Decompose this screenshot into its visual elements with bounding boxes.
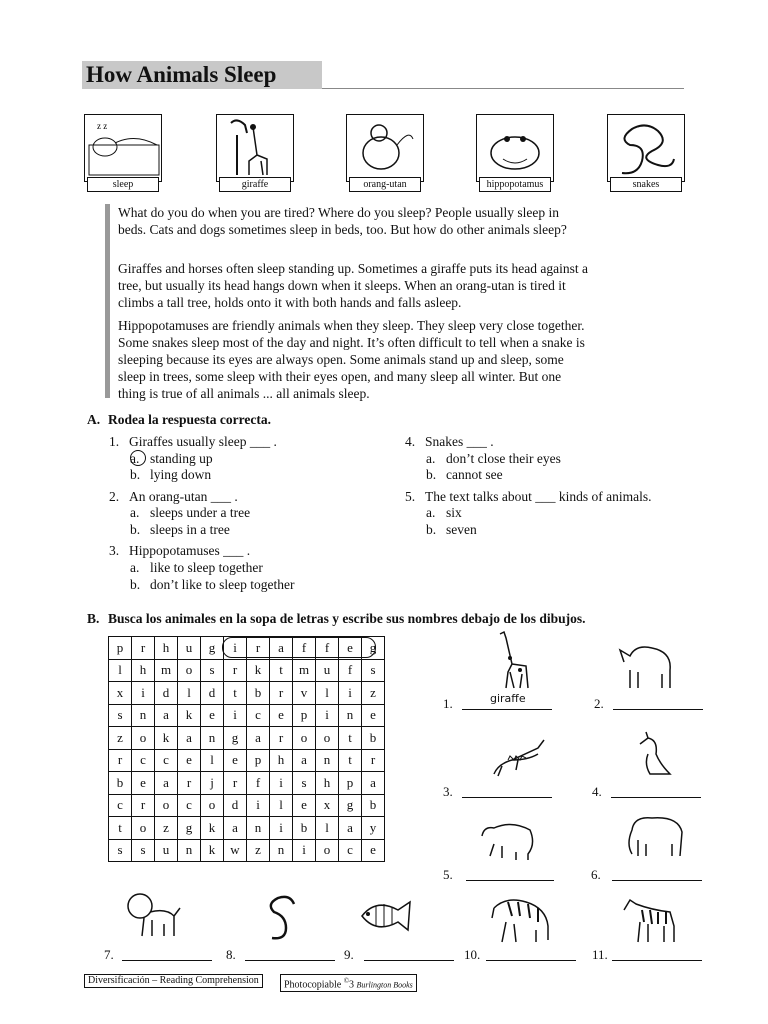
grid-cell[interactable]: s xyxy=(109,839,132,862)
option-letter-b[interactable]: b. xyxy=(130,467,141,482)
grid-cell[interactable]: b xyxy=(362,727,385,750)
grid-cell[interactable]: a xyxy=(155,772,178,795)
kangaroo-icon xyxy=(626,728,678,778)
grid-cell[interactable]: t xyxy=(224,682,247,705)
grid-cell[interactable]: t xyxy=(339,749,362,772)
grid-cell[interactable]: e xyxy=(270,704,293,727)
grid-cell[interactable]: r xyxy=(224,659,247,682)
section-a-heading: Rodea la respuesta correcta. xyxy=(108,412,271,427)
grid-cell[interactable]: a xyxy=(339,817,362,840)
grid-cell[interactable]: n xyxy=(247,817,270,840)
answer-line[interactable] xyxy=(612,879,702,881)
grid-cell[interactable]: m xyxy=(155,659,178,682)
question-number: 3. xyxy=(109,543,120,558)
crocodile-icon xyxy=(488,730,548,782)
picture-sleep xyxy=(84,114,162,182)
picture-label-giraffe: giraffe xyxy=(219,177,291,192)
grid-cell[interactable]: u xyxy=(155,839,178,862)
publisher-name: Burlington Books xyxy=(356,980,413,990)
reading-paragraph-1: What do you do when you are tired? Where do you sleep? People usually sleep in beds. Cats and dogs sometimes sleep in beds, too. But how do other animals sleep? xyxy=(118,205,567,237)
grid-cell[interactable]: y xyxy=(362,817,385,840)
rhinoceros-icon xyxy=(616,634,676,690)
picture-giraffe xyxy=(216,114,294,182)
snake-icon xyxy=(608,115,684,181)
grid-cell[interactable]: c xyxy=(339,839,362,862)
grid-cell[interactable]: f xyxy=(293,637,316,660)
reading-paragraph-2: Giraffes and horses often sleep standing up. Sometimes a giraffe puts its head against a tree, but usually its head hangs down when it sleeps. When an orang-utan is tired it climbs a tall tree, holds onto it with both hands and falls asleep. xyxy=(118,261,589,310)
giraffe-icon xyxy=(486,628,536,690)
grid-cell[interactable]: g xyxy=(339,794,362,817)
option-text-a[interactable]: don’t close their eyes xyxy=(446,451,561,466)
blank-number: 2. xyxy=(594,696,604,711)
grid-cell[interactable]: t xyxy=(109,817,132,840)
grid-cell[interactable]: h xyxy=(155,637,178,660)
grid-cell[interactable]: k xyxy=(155,727,178,750)
grid-cell[interactable]: a xyxy=(155,704,178,727)
grid-cell[interactable]: i xyxy=(270,772,293,795)
answer-line[interactable] xyxy=(122,959,212,961)
grid-cell[interactable]: s xyxy=(109,704,132,727)
grid-cell[interactable]: h xyxy=(132,659,155,682)
grid-cell[interactable]: f xyxy=(316,637,339,660)
option-letter-b[interactable]: b. xyxy=(426,522,437,537)
grid-row xyxy=(109,749,385,772)
grid-cell[interactable]: g xyxy=(201,637,224,660)
grid-cell[interactable]: n xyxy=(178,839,201,862)
grid-cell[interactable]: i xyxy=(247,794,270,817)
page-title: How Animals Sleep xyxy=(86,62,277,87)
grid-cell[interactable]: i xyxy=(270,817,293,840)
grid-cell[interactable]: s xyxy=(132,839,155,862)
grid-cell[interactable]: e xyxy=(339,637,362,660)
grid-cell[interactable]: i xyxy=(339,682,362,705)
grid-cell[interactable]: a xyxy=(224,817,247,840)
option-letter-b[interactable]: b. xyxy=(426,467,437,482)
grid-cell[interactable]: o xyxy=(293,727,316,750)
grid-cell[interactable]: p xyxy=(339,772,362,795)
reading-side-bar xyxy=(105,204,110,398)
grid-cell[interactable]: r xyxy=(178,772,201,795)
grid-cell[interactable]: j xyxy=(201,772,224,795)
grid-cell[interactable]: i xyxy=(224,704,247,727)
blank-number: 3. xyxy=(443,784,453,799)
answer-line[interactable] xyxy=(612,959,702,961)
grid-cell[interactable]: a xyxy=(270,637,293,660)
grid-cell[interactable]: d xyxy=(224,794,247,817)
grid-cell[interactable]: c xyxy=(247,704,270,727)
grid-cell[interactable]: b xyxy=(109,772,132,795)
word-search-grid xyxy=(108,636,385,862)
option-text-b[interactable]: lying down xyxy=(150,467,212,482)
copyright-symbol: © xyxy=(343,977,350,985)
answer-line[interactable] xyxy=(462,796,552,798)
grid-cell[interactable]: d xyxy=(201,682,224,705)
option-letter-b[interactable]: b. xyxy=(130,522,141,537)
question-text: Giraffes usually sleep ___ . xyxy=(129,434,277,449)
grid-cell[interactable]: m xyxy=(293,659,316,682)
grid-cell[interactable]: c xyxy=(178,794,201,817)
grid-cell[interactable]: r xyxy=(270,682,293,705)
grid-cell[interactable]: z xyxy=(155,817,178,840)
blank-number: 1. xyxy=(443,696,453,711)
grid-cell[interactable]: t xyxy=(270,659,293,682)
grid-cell[interactable]: s xyxy=(201,659,224,682)
grid-cell[interactable]: g xyxy=(224,727,247,750)
question-number: 1. xyxy=(109,434,120,449)
grid-cell[interactable]: l xyxy=(178,682,201,705)
grid-cell[interactable]: l xyxy=(316,817,339,840)
blank-number: 9. xyxy=(344,947,354,962)
answer-line[interactable] xyxy=(611,796,701,798)
grid-cell[interactable]: n xyxy=(270,839,293,862)
grid-cell[interactable]: t xyxy=(339,727,362,750)
grid-cell[interactable]: o xyxy=(155,794,178,817)
snake-icon xyxy=(262,890,306,942)
grid-cell[interactable]: f xyxy=(339,659,362,682)
grid-cell[interactable]: w xyxy=(224,839,247,862)
grid-cell[interactable]: f xyxy=(247,772,270,795)
grid-cell[interactable]: e xyxy=(362,704,385,727)
answer-line[interactable] xyxy=(486,959,576,961)
grid-cell[interactable]: p xyxy=(247,749,270,772)
grid-cell[interactable]: l xyxy=(316,682,339,705)
grid-cell[interactable]: r xyxy=(270,727,293,750)
animal-drawing-6 xyxy=(622,810,688,862)
option-letter-b[interactable]: b. xyxy=(130,577,141,592)
grid-cell[interactable]: c xyxy=(155,749,178,772)
grid-cell[interactable]: o xyxy=(201,794,224,817)
zebra-icon xyxy=(618,894,682,946)
hippopotamus-icon xyxy=(477,115,553,181)
blank-number: 10. xyxy=(464,947,481,962)
option-letter-a[interactable]: a. xyxy=(130,451,140,466)
footer-photocopiable: Photocopiable xyxy=(284,979,342,991)
animal-drawing-9 xyxy=(356,894,414,938)
picture-orang-utan xyxy=(346,114,424,182)
picture-label-orang-utan: orang-utan xyxy=(349,177,421,192)
grid-cell[interactable]: k xyxy=(201,839,224,862)
svg-text:z z: z z xyxy=(97,121,108,131)
grid-cell[interactable]: g xyxy=(178,817,201,840)
section-a-letter: A. xyxy=(87,412,101,427)
grid-cell[interactable]: i xyxy=(132,682,155,705)
grid-cell[interactable]: c xyxy=(132,749,155,772)
grid-cell[interactable]: a xyxy=(247,727,270,750)
option-text-b[interactable]: sleeps in a tree xyxy=(150,522,230,537)
lion-icon xyxy=(124,890,182,940)
grid-cell[interactable]: l xyxy=(109,659,132,682)
grid-cell[interactable]: r xyxy=(109,749,132,772)
grid-cell[interactable]: k xyxy=(201,817,224,840)
grid-row xyxy=(109,794,385,817)
grid-cell[interactable]: o xyxy=(178,659,201,682)
grid-cell[interactable]: o xyxy=(316,727,339,750)
grid-cell[interactable]: k xyxy=(247,659,270,682)
question-number: 4. xyxy=(405,434,416,449)
grid-cell[interactable]: n xyxy=(132,704,155,727)
section-b-heading: Busca los animales en la sopa de letras y escribe sus nombres debajo de los dibujos. xyxy=(108,611,586,626)
handwritten-answer: giraffe xyxy=(490,692,526,705)
tiger-icon xyxy=(486,890,554,946)
picture-label-snakes: snakes xyxy=(610,177,682,192)
grid-cell[interactable]: o xyxy=(132,727,155,750)
question-number: 5. xyxy=(405,489,416,504)
found-word-ring xyxy=(222,637,376,658)
question-text: An orang-utan ___ . xyxy=(129,489,238,504)
blank-number: 8. xyxy=(226,947,236,962)
grid-cell[interactable]: u xyxy=(316,659,339,682)
grid-cell[interactable]: r xyxy=(362,749,385,772)
footer-course: Diversificación – Reading Comprehension xyxy=(84,974,263,988)
question-text: The text talks about ___ kinds of animals. xyxy=(425,489,652,504)
grid-cell[interactable]: z xyxy=(109,727,132,750)
grid-cell[interactable]: s xyxy=(293,772,316,795)
footer-copyright xyxy=(280,974,417,992)
grid-cell[interactable]: l xyxy=(270,794,293,817)
grid-cell[interactable]: a xyxy=(293,749,316,772)
animal-drawing-4 xyxy=(626,728,678,778)
grid-cell[interactable]: b xyxy=(293,817,316,840)
grid-cell[interactable]: r xyxy=(132,794,155,817)
grid-cell[interactable]: n xyxy=(201,727,224,750)
grid-row xyxy=(109,682,385,705)
option-text-a[interactable]: sleeps under a tree xyxy=(150,505,251,520)
animal-drawing-2 xyxy=(616,634,676,690)
option-text-b[interactable]: cannot see xyxy=(446,467,503,482)
grid-cell[interactable]: n xyxy=(339,704,362,727)
grid-cell[interactable]: g xyxy=(362,637,385,660)
answer-line[interactable] xyxy=(364,959,454,961)
grid-cell[interactable]: r xyxy=(132,637,155,660)
bear-icon xyxy=(476,814,538,862)
animal-drawing-11 xyxy=(618,894,682,946)
grid-cell[interactable]: e xyxy=(362,839,385,862)
question-number: 2. xyxy=(109,489,120,504)
grid-cell[interactable]: o xyxy=(316,839,339,862)
answer-line[interactable] xyxy=(466,879,554,881)
grid-cell[interactable]: u xyxy=(178,637,201,660)
fish-icon xyxy=(356,894,414,938)
giraffe-icon xyxy=(217,115,293,181)
grid-row xyxy=(109,772,385,795)
grid-cell[interactable]: s xyxy=(362,659,385,682)
grid-cell[interactable]: v xyxy=(293,682,316,705)
answer-line[interactable] xyxy=(462,708,552,710)
grid-cell[interactable]: o xyxy=(132,817,155,840)
grid-cell[interactable]: i xyxy=(224,637,247,660)
blank-number: 5. xyxy=(443,867,453,882)
sleeping-person-icon xyxy=(85,115,161,181)
option-text-a[interactable]: six xyxy=(446,505,462,520)
blank-number: 6. xyxy=(591,867,601,882)
option-letter-a[interactable]: a. xyxy=(130,505,140,520)
option-text-b[interactable]: don’t like to sleep together xyxy=(150,577,295,592)
grid-cell[interactable]: p xyxy=(293,704,316,727)
grid-cell[interactable]: k xyxy=(178,704,201,727)
option-text-a[interactable]: like to sleep together xyxy=(150,560,263,575)
grid-cell[interactable]: h xyxy=(316,772,339,795)
grid-row xyxy=(109,839,385,862)
answer-line[interactable] xyxy=(613,708,703,710)
blank-number: 7. xyxy=(104,947,114,962)
picture-snakes xyxy=(607,114,685,182)
option-letter-a[interactable]: a. xyxy=(426,505,436,520)
grid-cell[interactable]: i xyxy=(293,839,316,862)
question-text: Snakes ___ . xyxy=(425,434,494,449)
picture-label-sleep: sleep xyxy=(87,177,159,192)
elephant-icon xyxy=(622,810,688,862)
orang-utan-icon xyxy=(347,115,423,181)
grid-cell[interactable]: c xyxy=(109,794,132,817)
grid-cell[interactable]: z xyxy=(247,839,270,862)
grid-row xyxy=(109,704,385,727)
question-text: Hippopotamuses ___ . xyxy=(129,543,251,558)
grid-cell[interactable]: b xyxy=(247,682,270,705)
grid-cell[interactable]: i xyxy=(316,704,339,727)
blank-number: 4. xyxy=(592,784,602,799)
option-text-b[interactable]: seven xyxy=(446,522,477,537)
grid-cell[interactable]: e xyxy=(201,704,224,727)
grid-cell[interactable]: r xyxy=(224,772,247,795)
grid-row xyxy=(109,727,385,750)
answer-line[interactable] xyxy=(245,959,335,961)
grid-row xyxy=(109,659,385,682)
option-text-a[interactable]: standing up xyxy=(150,451,213,466)
grid-cell[interactable]: e xyxy=(293,794,316,817)
grid-cell[interactable]: h xyxy=(270,749,293,772)
grid-cell[interactable]: z xyxy=(362,682,385,705)
grid-cell[interactable]: x xyxy=(316,794,339,817)
section-b-letter: B. xyxy=(87,611,100,626)
grid-cell[interactable]: d xyxy=(155,682,178,705)
grid-cell[interactable]: b xyxy=(362,794,385,817)
grid-cell[interactable]: p xyxy=(109,637,132,660)
reading-paragraph-3: Hippopotamuses are friendly animals when they sleep. They sleep very close together. Some snakes sleep most of the day and night. It’s often difficult to tell when a snake is sleeping because its eyes are always open. Some animals stand up and sleep, some sleep in trees, some sleep with their eyes open, and many sleep all winter. But one thing is true of all animals ... all animals sleep. xyxy=(118,318,585,401)
grid-cell[interactable]: r xyxy=(247,637,270,660)
option-letter-a[interactable]: a. xyxy=(130,560,140,575)
grid-cell[interactable]: a xyxy=(362,772,385,795)
animal-drawing-7 xyxy=(124,890,182,940)
title-rule xyxy=(322,88,684,89)
blank-number: 11. xyxy=(592,947,608,962)
grid-row xyxy=(109,817,385,840)
grid-cell[interactable]: l xyxy=(201,749,224,772)
grid-cell[interactable]: n xyxy=(316,749,339,772)
animal-drawing-5 xyxy=(476,814,538,862)
picture-hippopotamus xyxy=(476,114,554,182)
animal-drawing-1 xyxy=(486,628,536,690)
option-letter-a[interactable]: a. xyxy=(426,451,436,466)
animal-drawing-3 xyxy=(488,730,548,782)
footer-number: 3 xyxy=(349,979,355,991)
picture-label-hippopotamus: hippopotamus xyxy=(479,177,551,192)
grid-cell[interactable]: e xyxy=(178,749,201,772)
animal-drawing-10 xyxy=(486,890,554,946)
animal-drawing-8 xyxy=(262,890,306,942)
grid-cell[interactable]: e xyxy=(132,772,155,795)
grid-cell[interactable]: a xyxy=(178,727,201,750)
grid-cell[interactable]: x xyxy=(109,682,132,705)
grid-cell[interactable]: e xyxy=(224,749,247,772)
